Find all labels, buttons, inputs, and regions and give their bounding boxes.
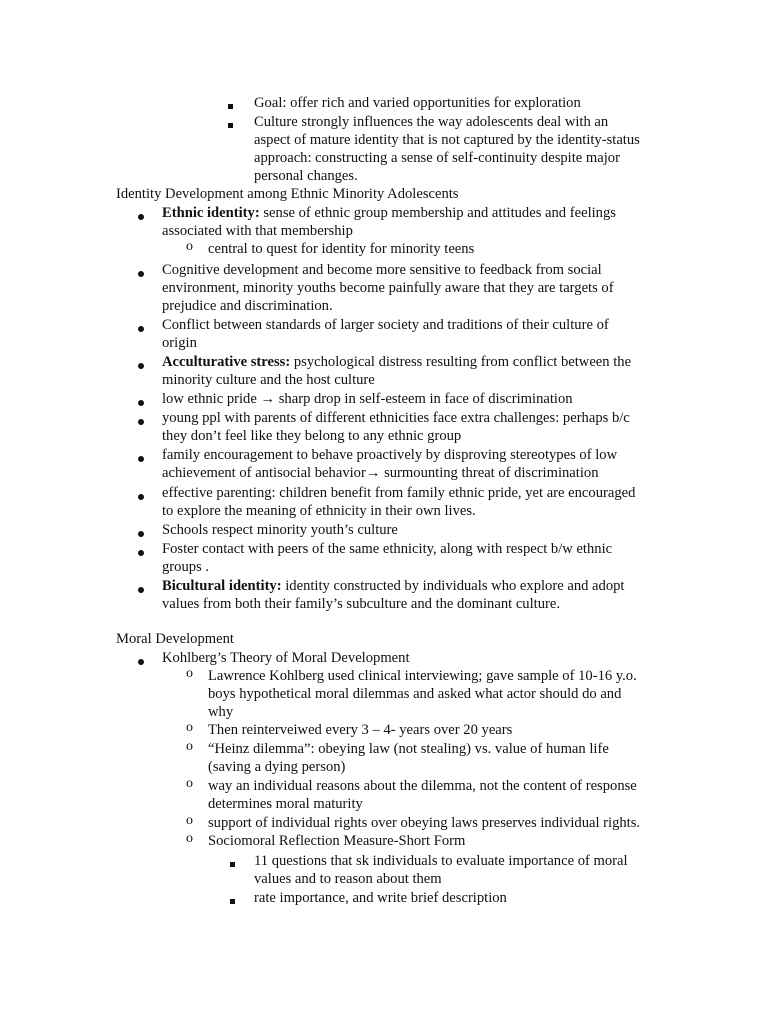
parents-line-1: young ppl with parents of different ethnicities face extra challenges: perhaps b/c [162,410,630,426]
family-line-1: family encouragement to behave proactively by disproving stereotypes of low [162,447,618,463]
srm-item-1-line-1: 11 questions that sk individuals to evaluate importance of moral [254,853,628,869]
acculturative-term: Acculturative stress: [162,354,291,370]
acculturative-def: psychological distress resulting from conflict between the [293,354,632,370]
cognitive-line-2: environment, minority youths become painfully aware that they are targets of [162,280,614,296]
foster-line-1: Foster contact with peers of the same ethnicity, along with respect b/w ethnic [162,541,613,557]
effective-line-2: to explore the meaning of ethnicity in their own lives. [162,503,476,519]
acculturative-line-1 [162,353,631,371]
bullet-icon [138,543,144,561]
kohlberg-sub-1-line-3: why [208,704,234,720]
bullet-icon [138,524,144,542]
bullet-icon [138,319,144,337]
foster-line-2: groups . [162,559,210,575]
bullet-icon [138,449,144,467]
circle-bullet-icon: o [186,720,193,735]
srm-item-1-line-2: values and to reason about them [254,871,442,887]
bullet-icon [138,580,144,598]
kohlberg-sub-1-line-1: Lawrence Kohlberg used clinical interviewing; gave sample of 10-16 y.o. [208,668,637,684]
kohlberg-sub-3-line-2: (saving a dying person) [208,759,346,775]
bullet-icon [138,652,144,670]
ethnic-identity-def: sense of ethnic group membership and attitudes and feelings [263,205,616,221]
effective-line-1: effective parenting: children benefit from family ethnic pride, yet are encouraged [162,485,636,501]
bullet-icon [138,412,144,430]
conflict-line-2: origin [162,335,197,351]
culture-line-4: personal changes. [254,168,358,184]
square-bullet-icon [230,891,235,909]
arrow-right-icon: → [365,465,381,481]
circle-bullet-icon: o [186,831,193,846]
culture-line-2: aspect of mature identity that is not captured by the identity-status [254,132,640,148]
schools-line: Schools respect minority youth’s culture [162,522,398,538]
kohlberg-sub-3-line-1: “Heinz dilemma”: obeying law (not stealing) vs. value of human life [208,741,609,757]
ethnic-identity-line-1 [162,204,616,222]
ethnic-identity-term: Ethnic identity: [162,205,260,221]
culture-line-3: approach: constructing a sense of self-continuity despite major [254,150,620,166]
bicultural-line-1 [162,577,624,595]
circle-bullet-icon: o [186,239,193,254]
ethnic-identity-line-2: associated with that membership [162,223,353,239]
moral-section-heading: Moral Development [116,631,234,647]
cognitive-line-3: prejudice and discrimination. [162,298,333,314]
culture-line-1: Culture strongly influences the way adolescents deal with an [254,114,609,130]
kohlberg-sub-4-line-1: way an individual reasons about the dilemma, not the content of response [208,778,637,794]
bicultural-line-2: values from both their family’s subculture and the dominant culture. [162,596,560,612]
bullet-icon [138,207,144,225]
kohlberg-line: Kohlberg’s Theory of Moral Development [162,650,410,666]
ethnic-identity-sub: central to quest for identity for minority teens [208,241,475,257]
kohlberg-sub-4-line-2: determines moral maturity [208,796,363,812]
circle-bullet-icon: o [186,813,193,828]
srm-item-2: rate importance, and write brief description [254,890,507,906]
goal-text: Goal: offer rich and varied opportunities for exploration [254,95,581,111]
kohlberg-sub-5: support of individual rights over obeying laws preserves individual rights. [208,815,641,831]
bullet-icon [138,264,144,282]
conflict-line-1: Conflict between standards of larger society and traditions of their culture of [162,317,609,333]
circle-bullet-icon: o [186,776,193,791]
parents-line-2: they don’t feel like they belong to any ethnic group [162,428,462,444]
square-bullet-icon [228,96,233,114]
bicultural-term: Bicultural identity: [162,578,282,594]
acculturative-line-2: minority culture and the host culture [162,372,375,388]
square-bullet-icon [230,854,235,872]
arrow-right-icon: → [260,391,276,407]
kohlberg-sub-1-line-2: boys hypothetical moral dilemmas and asked what actor should do and [208,686,622,702]
cognitive-line-1: Cognitive development and become more sensitive to feedback from social [162,262,602,278]
kohlberg-sub-2: Then reinterveiwed every 3 – 4- years over 20 years [208,722,513,738]
kohlberg-sub-6: Sociomoral Reflection Measure-Short Form [208,833,466,849]
circle-bullet-icon: o [186,739,193,754]
ethnic-section-heading: Identity Development among Ethnic Minority Adolescents [116,186,459,202]
circle-bullet-icon: o [186,666,193,681]
family-line-2: achievement of antisocial behavior→ surmounting threat of discrimination [162,465,599,481]
low-pride-line: low ethnic pride → sharp drop in self-esteem in face of discrimination [162,391,573,407]
bicultural-def: identity constructed by individuals who explore and adopt [285,578,625,594]
bullet-icon [138,393,144,411]
bullet-icon [138,487,144,505]
square-bullet-icon [228,115,233,133]
bullet-icon [138,356,144,374]
